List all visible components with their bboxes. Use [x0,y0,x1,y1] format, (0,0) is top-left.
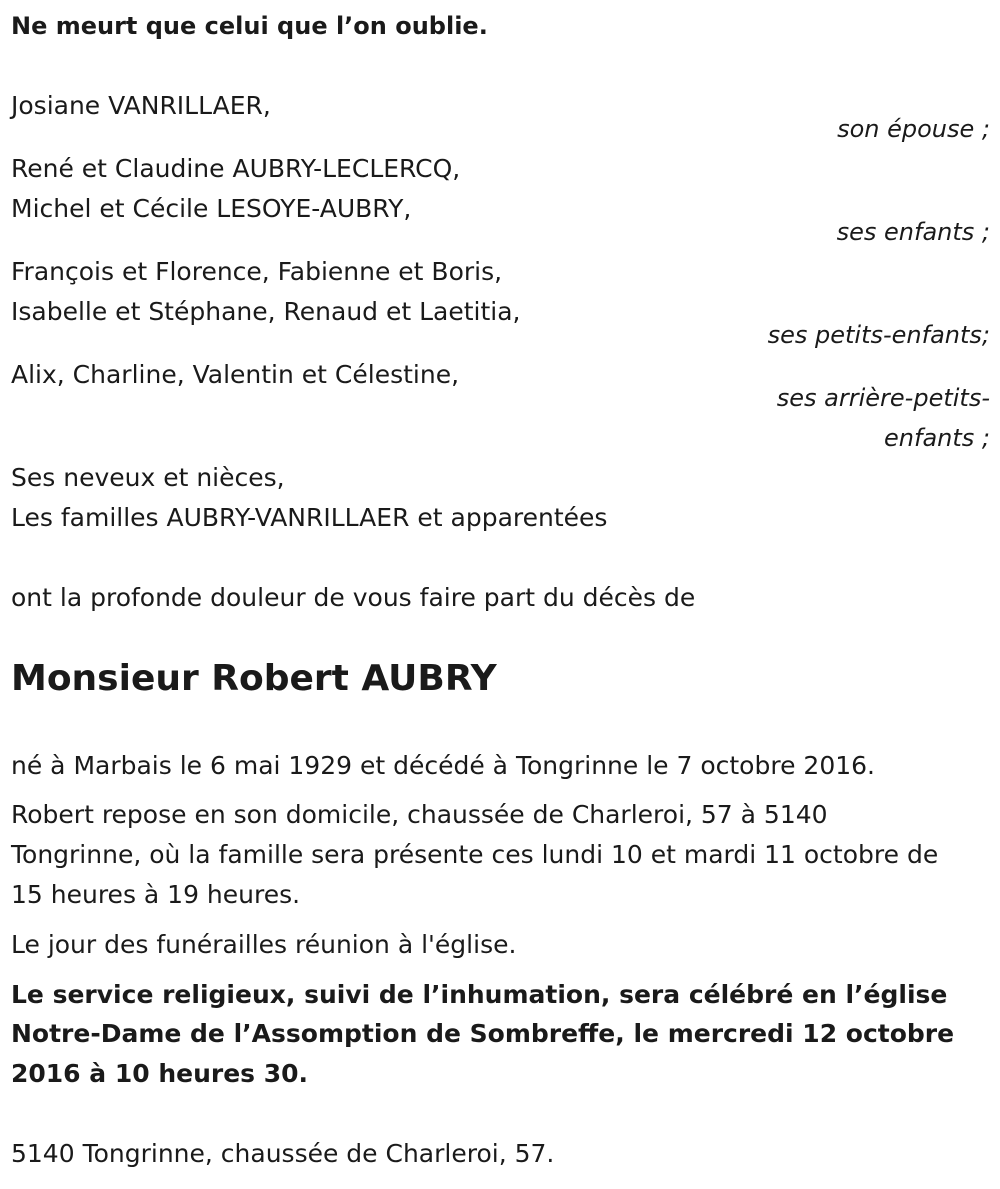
spouse-name: Josiane VANRILLAER, [11,91,271,120]
children-line-1: René et Claudine AUBRY-LECLERCQ, [11,154,461,183]
repose-line-3: 15 heures à 19 heures. [11,880,301,909]
grandchildren-line-2: Isabelle et Stéphane, Renaud et Laetitia, [11,297,521,326]
great-grandchildren-role-2: enfants ; [884,424,990,452]
epigraph: Ne meurt que celui que l’on oublie. [11,12,488,40]
announcement: ont la profonde douleur de vous faire part du décès de [11,583,696,612]
great-grandchildren-role-1: ses arrière-petits- [776,384,990,412]
others-line-2: Les familles AUBRY-VANRILLAER et apparentées [11,503,608,532]
address: 5140 Tongrinne, chaussée de Charleroi, 57. [11,1139,555,1168]
others-line-1: Ses neveux et nièces, [11,463,285,492]
service-line-1: Le service religieux, suivi de l’inhumation, sera célébré en l’église [11,980,948,1009]
children-line-2: Michel et Cécile LESOYE-AUBRY, [11,194,412,223]
repose-line-2: Tongrinne, où la famille sera présente ces lundi 10 et mardi 11 octobre de [11,840,939,869]
birth-death: né à Marbais le 6 mai 1929 et décédé à Tongrinne le 7 octobre 2016. [11,751,875,780]
deceased-name: Monsieur Robert AUBRY [11,658,497,699]
grandchildren-role: ses petits-enfants; [767,321,990,349]
spouse-role: son épouse ; [837,115,990,143]
children-role: ses enfants ; [836,218,990,246]
funeral-day: Le jour des funérailles réunion à l'église. [11,930,517,959]
repose-line-1: Robert repose en son domicile, chaussée de Charleroi, 57 à 5140 [11,800,828,829]
service-line-3: 2016 à 10 heures 30. [11,1059,309,1088]
grandchildren-line-1: François et Florence, Fabienne et Boris, [11,257,503,286]
service-line-2: Notre-Dame de l’Assomption de Sombreffe, le mercredi 12 octobre [11,1019,955,1048]
great-grandchildren: Alix, Charline, Valentin et Célestine, [11,360,460,389]
